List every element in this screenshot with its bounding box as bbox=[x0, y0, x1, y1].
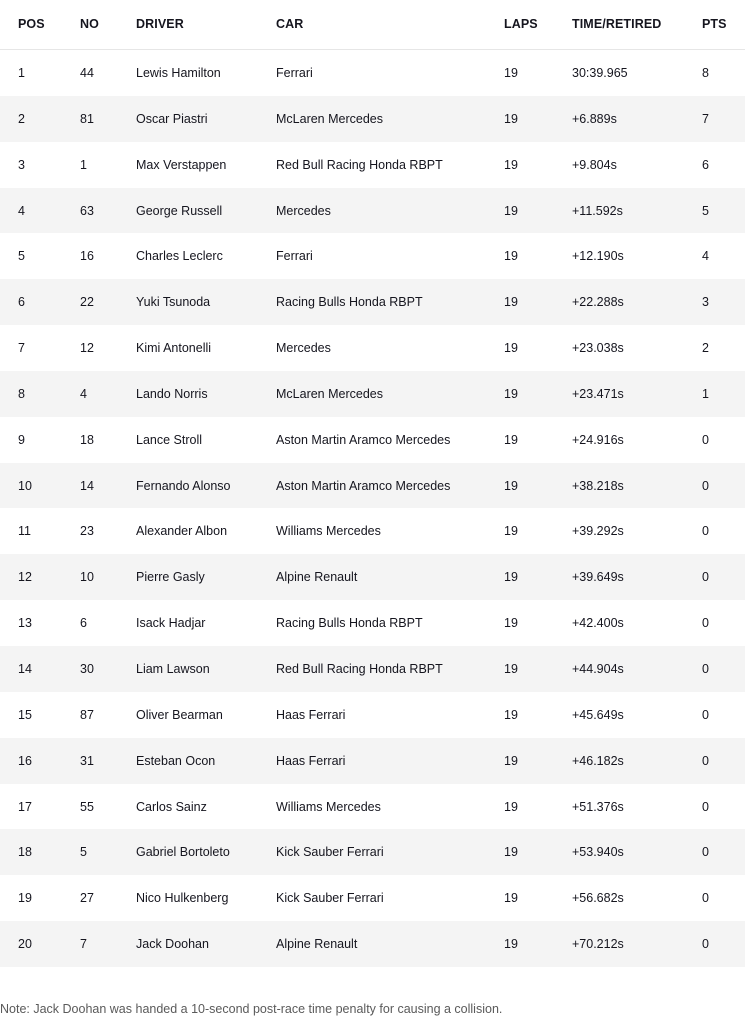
table-row bbox=[0, 188, 745, 234]
cell-time-retired: +6.889s bbox=[572, 111, 617, 126]
cell-number: 31 bbox=[80, 753, 94, 768]
cell-pos: 17 bbox=[18, 799, 32, 814]
cell-pos: 15 bbox=[18, 707, 32, 722]
cell-number: 44 bbox=[80, 66, 94, 80]
cell-laps: 19 bbox=[504, 616, 518, 631]
cell-driver: Fernando Alonso bbox=[136, 478, 231, 493]
cell-pos: 19 bbox=[18, 891, 32, 906]
cell-car: Red Bull Racing Honda RBPT bbox=[276, 157, 443, 172]
cell-driver: Lewis Hamilton bbox=[136, 66, 221, 80]
cell-pts: 0 bbox=[702, 616, 709, 631]
cell-number: 22 bbox=[80, 295, 94, 310]
cell-number: 27 bbox=[80, 891, 94, 906]
table-header bbox=[0, 0, 745, 50]
cell-car: Aston Martin Aramco Mercedes bbox=[276, 432, 451, 447]
cell-car: Kick Sauber Ferrari bbox=[276, 891, 384, 906]
header-time-retired: TIME/RETIRED bbox=[572, 17, 662, 31]
cell-number: 30 bbox=[80, 661, 94, 676]
cell-pos: 10 bbox=[18, 478, 32, 493]
cell-car: Haas Ferrari bbox=[276, 753, 346, 768]
cell-laps: 19 bbox=[504, 524, 518, 539]
cell-car: Ferrari bbox=[276, 249, 313, 264]
cell-laps: 19 bbox=[504, 570, 518, 585]
cell-driver: George Russell bbox=[136, 203, 223, 218]
cell-driver: Pierre Gasly bbox=[136, 570, 205, 585]
cell-pos: 9 bbox=[18, 432, 25, 447]
table-row bbox=[0, 692, 745, 738]
cell-pos: 1 bbox=[18, 66, 25, 80]
cell-number: 4 bbox=[80, 386, 87, 401]
cell-time-retired: +51.376s bbox=[572, 799, 624, 814]
cell-number: 1 bbox=[80, 157, 87, 172]
table-row bbox=[0, 600, 745, 646]
cell-number: 16 bbox=[80, 249, 94, 264]
cell-car: Racing Bulls Honda RBPT bbox=[276, 616, 423, 631]
cell-number: 81 bbox=[80, 111, 94, 126]
cell-car: Alpine Renault bbox=[276, 570, 358, 585]
table-row bbox=[0, 463, 745, 509]
cell-pos: 2 bbox=[18, 111, 25, 126]
cell-time-retired: +12.190s bbox=[572, 249, 624, 264]
cell-time-retired: +44.904s bbox=[572, 661, 624, 676]
cell-time-retired: +22.288s bbox=[572, 295, 624, 310]
cell-number: 18 bbox=[80, 432, 94, 447]
table-row bbox=[0, 50, 745, 96]
cell-time-retired: 30:39.965 bbox=[572, 66, 628, 80]
cell-time-retired: +45.649s bbox=[572, 707, 624, 722]
cell-laps: 19 bbox=[504, 707, 518, 722]
header-driver: DRIVER bbox=[136, 17, 184, 31]
cell-pos: 14 bbox=[18, 661, 32, 676]
cell-pts: 2 bbox=[702, 341, 709, 356]
cell-car: Haas Ferrari bbox=[276, 707, 346, 722]
header-laps: LAPS bbox=[504, 17, 538, 31]
cell-laps: 19 bbox=[504, 295, 518, 310]
header-no: NO bbox=[80, 17, 99, 31]
table-row bbox=[0, 738, 745, 784]
cell-driver: Kimi Antonelli bbox=[136, 341, 212, 356]
table-row bbox=[0, 142, 745, 188]
cell-time-retired: +42.400s bbox=[572, 616, 624, 631]
cell-car: Racing Bulls Honda RBPT bbox=[276, 295, 423, 310]
table-row bbox=[0, 508, 745, 554]
cell-pos: 7 bbox=[18, 341, 25, 356]
cell-time-retired: +53.940s bbox=[572, 845, 624, 860]
cell-time-retired: +38.218s bbox=[572, 478, 624, 493]
cell-car: McLaren Mercedes bbox=[276, 386, 383, 401]
cell-driver: Esteban Ocon bbox=[136, 753, 216, 768]
cell-pos: 4 bbox=[18, 203, 25, 218]
cell-laps: 19 bbox=[504, 891, 518, 906]
header-pos: POS bbox=[18, 17, 45, 31]
table-row bbox=[0, 829, 745, 875]
cell-driver: Liam Lawson bbox=[136, 661, 210, 676]
cell-pts: 7 bbox=[702, 111, 709, 126]
cell-car: Kick Sauber Ferrari bbox=[276, 845, 384, 860]
cell-pts: 0 bbox=[702, 432, 709, 447]
table-row bbox=[0, 96, 745, 142]
cell-number: 6 bbox=[80, 616, 87, 631]
cell-car: Red Bull Racing Honda RBPT bbox=[276, 661, 443, 676]
cell-time-retired: +39.292s bbox=[572, 524, 624, 539]
cell-laps: 19 bbox=[504, 386, 518, 401]
table-row bbox=[0, 875, 745, 921]
cell-car: Williams Mercedes bbox=[276, 799, 381, 814]
cell-pos: 13 bbox=[18, 616, 32, 631]
footnote: Note: Jack Doohan was handed a 10-second post-race time penalty for causing a collision. bbox=[0, 1002, 503, 1016]
cell-laps: 19 bbox=[504, 478, 518, 493]
cell-pts: 0 bbox=[702, 707, 709, 722]
cell-laps: 19 bbox=[504, 661, 518, 676]
cell-number: 12 bbox=[80, 341, 94, 356]
cell-driver: Yuki Tsunoda bbox=[136, 295, 211, 310]
table-row bbox=[0, 325, 745, 371]
cell-car: Williams Mercedes bbox=[276, 524, 381, 539]
cell-laps: 19 bbox=[504, 799, 518, 814]
cell-laps: 19 bbox=[504, 157, 518, 172]
cell-pts: 0 bbox=[702, 661, 709, 676]
header-car: CAR bbox=[276, 17, 304, 31]
table-row bbox=[0, 646, 745, 692]
cell-pos: 3 bbox=[18, 157, 25, 172]
cell-laps: 19 bbox=[504, 937, 518, 952]
cell-pts: 0 bbox=[702, 570, 709, 585]
cell-pts: 0 bbox=[702, 524, 709, 539]
table-row bbox=[0, 554, 745, 600]
cell-laps: 19 bbox=[504, 341, 518, 356]
cell-number: 63 bbox=[80, 203, 94, 218]
cell-pts: 0 bbox=[702, 799, 709, 814]
cell-pos: 16 bbox=[18, 753, 32, 768]
table-row bbox=[0, 233, 745, 279]
cell-car: McLaren Mercedes bbox=[276, 111, 383, 126]
table-row bbox=[0, 784, 745, 830]
cell-number: 55 bbox=[80, 799, 94, 814]
cell-pts: 0 bbox=[702, 753, 709, 768]
cell-number: 10 bbox=[80, 570, 94, 585]
cell-laps: 19 bbox=[504, 249, 518, 264]
cell-pts: 3 bbox=[702, 295, 709, 310]
cell-driver: Jack Doohan bbox=[136, 937, 209, 952]
cell-time-retired: +39.649s bbox=[572, 570, 624, 585]
header-pts: PTS bbox=[702, 17, 727, 31]
cell-time-retired: +11.592s bbox=[572, 203, 623, 218]
cell-driver: Nico Hulkenberg bbox=[136, 891, 229, 906]
cell-time-retired: +46.182s bbox=[572, 753, 624, 768]
cell-driver: Oscar Piastri bbox=[136, 111, 208, 126]
cell-pos: 20 bbox=[18, 937, 32, 952]
cell-laps: 19 bbox=[504, 111, 518, 126]
cell-driver: Carlos Sainz bbox=[136, 799, 207, 814]
cell-car: Mercedes bbox=[276, 203, 331, 218]
cell-driver: Max Verstappen bbox=[136, 157, 227, 172]
cell-car: Alpine Renault bbox=[276, 937, 358, 952]
cell-driver: Isack Hadjar bbox=[136, 616, 206, 631]
cell-number: 23 bbox=[80, 524, 94, 539]
cell-number: 7 bbox=[80, 937, 87, 952]
cell-time-retired: +56.682s bbox=[572, 891, 624, 906]
cell-pos: 12 bbox=[18, 570, 32, 585]
cell-car: Aston Martin Aramco Mercedes bbox=[276, 478, 451, 493]
cell-number: 87 bbox=[80, 707, 94, 722]
cell-number: 14 bbox=[80, 478, 94, 493]
cell-pts: 0 bbox=[702, 478, 709, 493]
cell-laps: 19 bbox=[504, 203, 518, 218]
cell-driver: Oliver Bearman bbox=[136, 707, 223, 722]
cell-car: Ferrari bbox=[276, 66, 313, 80]
cell-driver: Lando Norris bbox=[136, 386, 208, 401]
cell-pts: 8 bbox=[702, 66, 709, 80]
table-body bbox=[0, 50, 745, 967]
table-row bbox=[0, 371, 745, 417]
cell-laps: 19 bbox=[504, 845, 518, 860]
cell-driver: Gabriel Bortoleto bbox=[136, 845, 230, 860]
cell-pts: 1 bbox=[702, 386, 709, 401]
cell-pos: 5 bbox=[18, 249, 25, 264]
cell-time-retired: +23.038s bbox=[572, 341, 624, 356]
cell-time-retired: +23.471s bbox=[572, 386, 624, 401]
cell-pts: 4 bbox=[702, 249, 709, 264]
cell-pos: 6 bbox=[18, 295, 25, 310]
cell-car: Mercedes bbox=[276, 341, 331, 356]
cell-driver: Lance Stroll bbox=[136, 432, 203, 447]
cell-time-retired: +70.212s bbox=[572, 937, 624, 952]
cell-number: 5 bbox=[80, 845, 87, 860]
cell-pts: 0 bbox=[702, 937, 709, 952]
cell-laps: 19 bbox=[504, 753, 518, 768]
cell-pts: 6 bbox=[702, 157, 709, 172]
cell-pos: 8 bbox=[18, 386, 25, 401]
cell-time-retired: +24.916s bbox=[572, 432, 624, 447]
cell-driver: Alexander Albon bbox=[136, 524, 228, 539]
cell-pts: 5 bbox=[702, 203, 709, 218]
cell-time-retired: +9.804s bbox=[572, 157, 617, 172]
cell-pts: 0 bbox=[702, 891, 709, 906]
table-row bbox=[0, 279, 745, 325]
table-row bbox=[0, 417, 745, 463]
cell-pos: 18 bbox=[18, 845, 32, 860]
cell-driver: Charles Leclerc bbox=[136, 249, 223, 264]
cell-laps: 19 bbox=[504, 66, 518, 80]
cell-pts: 0 bbox=[702, 845, 709, 860]
table-row bbox=[0, 921, 745, 967]
cell-laps: 19 bbox=[504, 432, 518, 447]
cell-pos: 11 bbox=[18, 524, 31, 539]
